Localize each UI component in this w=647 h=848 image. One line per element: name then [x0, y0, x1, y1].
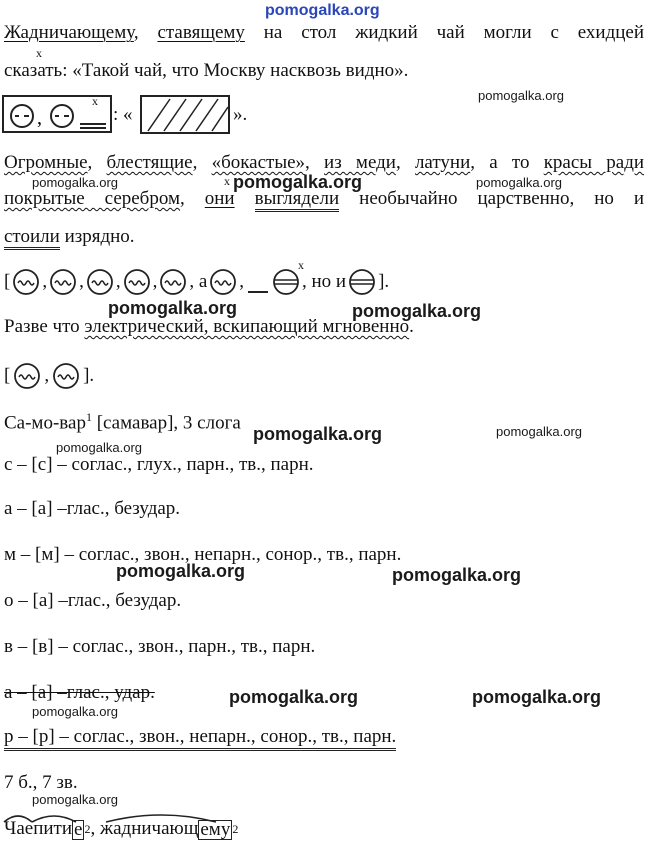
ending-box: ему	[200, 819, 231, 840]
superscript: 2	[232, 822, 239, 836]
comma: ,	[44, 365, 50, 386]
watermark: pomogalka.org	[229, 687, 359, 707]
scheme-1-colon: : «	[113, 104, 133, 125]
superscript: 1	[85, 410, 92, 424]
comma: ,	[42, 271, 48, 292]
sentence-3	[4, 316, 414, 338]
phonetic-row: с – [с] – соглас., глух., парн., тв., парн.	[4, 454, 314, 475]
bracket-open: [	[4, 271, 11, 292]
comma: ,	[79, 271, 84, 292]
comma: ,	[133, 22, 139, 43]
wavy-circle-icon	[13, 362, 41, 390]
superscript: 2	[84, 822, 91, 836]
watermark: pomogalka.org	[253, 424, 383, 444]
underlined-word: они	[204, 188, 235, 209]
wavy-word: Огромные	[4, 152, 88, 173]
wavy-circle-icon	[123, 268, 151, 296]
x-mark: x	[298, 258, 304, 272]
watermark: pomogalka.org	[478, 88, 564, 103]
wavy-word: «бокастые»	[211, 152, 306, 173]
comma: ,	[115, 271, 121, 292]
double-underlined-word: стоили	[4, 226, 60, 250]
subject-line-icon	[246, 268, 270, 296]
watermark: pomogalka.org	[476, 175, 562, 190]
watermark: pomogalka.org	[108, 298, 238, 318]
phonetic-row: а – [а] –глас., безудар.	[4, 498, 181, 519]
watermark: pomogalka.org	[472, 687, 602, 707]
comma: ,	[90, 818, 96, 839]
x-mark: x	[92, 94, 98, 108]
double-line-circle-icon	[348, 268, 376, 296]
period: .	[409, 316, 414, 337]
transcription: [самавар], 3 слога	[96, 412, 241, 434]
wavy-circle-icon	[52, 362, 80, 390]
sentence-2-line-3	[4, 226, 135, 248]
scheme-3	[4, 356, 94, 396]
phonetic-row: а – [а] –глас., удар.	[4, 682, 155, 703]
watermark: pomogalka.org	[56, 440, 142, 455]
plain-text: Разве что	[4, 316, 80, 337]
scheme-1-end: ».	[233, 104, 248, 125]
comma: ,	[152, 271, 158, 292]
morphemic-parse	[4, 818, 238, 840]
watermark: pomogalka.org	[496, 424, 582, 439]
plain-text: изрядно.	[64, 226, 135, 247]
phonetic-row: в – [в] – соглас., звон., парн., тв., парн.	[4, 636, 316, 657]
wavy-circle-icon	[86, 268, 114, 296]
underlined-word: Жадничающему	[4, 22, 134, 43]
bracket-close: ].	[378, 271, 390, 292]
plain-text: а то	[489, 152, 530, 173]
phonetic-row: о – [а] –глас., безудар.	[4, 590, 182, 611]
wavy-circle-icon	[159, 268, 187, 296]
wavy-word: красы ради	[543, 152, 645, 173]
sentence-2-line-2: покрытые серебром, они выглядели необычайно царственно, но и	[4, 188, 644, 210]
watermark: pomogalka.org	[116, 561, 246, 581]
word-syllables: Са-мо-вар	[4, 412, 86, 434]
scheme-1-hatched-box-icon	[140, 95, 232, 141]
wavy-word: блестящие	[106, 152, 193, 173]
phonetic-row: м – [м] – соглас., звон., непарн., сонор., тв., парн.	[4, 544, 402, 565]
sentence-1-line-1	[4, 22, 644, 44]
phonetic-title	[4, 406, 241, 434]
conjunction-a: , а	[189, 271, 208, 292]
watermark: pomogalka.org	[32, 704, 118, 719]
watermark: pomogalka.org	[32, 175, 118, 190]
bracket-close: ].	[83, 365, 95, 386]
bracket-open: [	[4, 365, 11, 386]
phonetic-total: 7 б., 7 зв.	[4, 772, 78, 793]
phonetic-row: р – [р] – соглас., звон., непарн., сонор., тв., парн.	[4, 726, 396, 751]
sentence-2-line-1: Огромные, блестящие, «бокастые», из меди, латуни, а то красы ради	[4, 152, 645, 173]
wavy-words: электрический, вскипающий мгновенно	[84, 316, 410, 337]
sentence-1-line-2: сказать: «Такой чай, что Москву насквозь видно».	[4, 60, 409, 81]
morph-word-1-stem: Чаепити	[4, 818, 73, 839]
wavy-circle-icon	[49, 268, 77, 296]
ending-box: е	[74, 819, 83, 840]
watermark: pomogalka.org	[233, 172, 363, 192]
double-line-circle-icon	[272, 268, 300, 296]
svg-text:,: ,	[37, 107, 42, 129]
watermark: pomogalka.org	[352, 301, 482, 321]
wavy-word: латуни	[414, 152, 471, 173]
watermark: pomogalka.org	[32, 792, 118, 807]
comma: ,	[239, 271, 245, 292]
morph-word-2-stem: жадничающ	[99, 818, 199, 839]
wavy-word: покрытые серебром	[4, 188, 181, 209]
wavy-circle-icon	[209, 268, 237, 296]
double-underlined-word: выглядели	[255, 188, 340, 212]
plain-text: на стол жидкий чай могли с ехидцей	[263, 22, 645, 43]
plain-text: необычайно царственно, но и	[359, 188, 645, 209]
x-mark: x	[224, 174, 230, 188]
x-mark: x	[36, 46, 42, 60]
wavy-word: из меди	[324, 152, 396, 173]
watermark: pomogalka.org	[392, 565, 522, 585]
watermark-top: pomogalka.org	[265, 2, 380, 19]
conjunction-no-i: , но и	[302, 271, 347, 292]
scheme-2	[4, 262, 389, 302]
underlined-word: ставящему	[157, 22, 245, 43]
wavy-circle-icon	[12, 268, 40, 296]
